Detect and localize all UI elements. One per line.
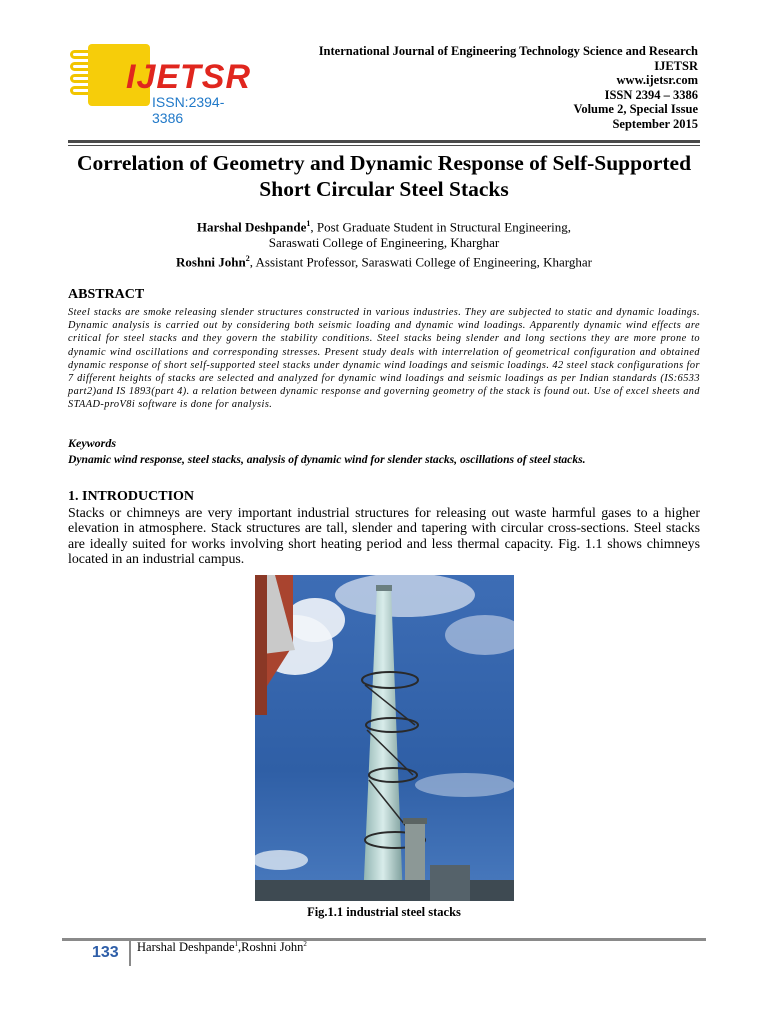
paper-title: Correlation of Geometry and Dynamic Response of Self-Supported Short Circular Steel Stacks: [76, 151, 692, 201]
author2-name: Roshni John: [176, 254, 246, 270]
introduction-heading: 1. INTRODUCTION: [68, 489, 195, 504]
steel-stack-photo: [255, 575, 514, 901]
author2-affiliation: , Assistant Professor, Saraswati College of Engineering, Kharghar: [249, 254, 592, 270]
journal-website: www.ijetsr.com: [616, 73, 698, 88]
abstract-heading: ABSTRACT: [68, 287, 145, 302]
journal-volume: Volume 2, Special Issue: [573, 102, 698, 117]
journal-logo: [70, 44, 252, 126]
footer-separator: [129, 940, 131, 966]
journal-abbrev: IJETSR: [654, 58, 698, 73]
header-divider: [68, 140, 700, 143]
author1-line: [68, 216, 700, 235]
keywords-heading: Keywords: [68, 436, 116, 450]
author1-name: Harshal Deshpande: [196, 219, 307, 235]
author1-college: Saraswati College of Engineering, Kharghar: [268, 235, 500, 251]
figure-caption: Fig.1.1 industrial steel stacks: [307, 905, 461, 919]
journal-header: [319, 44, 698, 132]
journal-issn: ISSN 2394 – 3386: [604, 87, 698, 102]
keywords-text: Dynamic wind response, steel stacks, analysis of dynamic wind for slender stacks, oscillations of steel stacks.: [68, 453, 586, 466]
author1-sup: 1: [306, 219, 311, 228]
abstract-text: Steel stacks are smoke releasing slender structures constructed in various industries. They are subjected to static and dynamic loadings. Dynamic analysis is carried out by considering both seismic loading and dynamic wind loadings. Apparently dynamic wind effects are critical for steel stacks and they govern the stability conditions. Steel stacks being slender and long sections they are more prone to dynamic wind oscillations and corresponding stresses. Present study deals with interrelation of geometrical configuration and obtained dynamic response of short self-supported steel stacks under dynamic wind loadings and seismic loadings. 42 steel stack configurations for 7 different heights of stacks are selected and analyzed for dynamic wind loadings and seismic loadings as per Indian standards (IS:6533 part2)and IS 1893(part 4). a relation between dynamic response and governing geometry of the stack is found out. Use of excel sheets and STAAD-proV8i software is done for analysis.: [68, 307, 700, 411]
footer-sup1: 1: [234, 940, 239, 948]
page-number: 133: [92, 944, 119, 961]
introduction-text: Stacks or chimneys are very important industrial structures for releasing out waste harmful gases to a higher elevation in atmosphere. Stack structures are tall, slender and tapering with circular cross-sections. Steel stacks are ideally suited for works involving short heating period and less thermal capacity. Fig. 1.1 shows chimneys located in an industrial campus.: [68, 506, 700, 568]
author2-line: [68, 251, 700, 270]
footer-sup2: 2: [303, 940, 307, 948]
header-divider-thin: [68, 145, 700, 146]
author2-sup: 2: [245, 254, 250, 264]
footer-authors: [137, 940, 307, 955]
steel-stack-image: [255, 575, 514, 901]
journal-date: September 2015: [612, 116, 698, 131]
footer-author2: Roshni John: [241, 940, 304, 955]
author-block: [68, 216, 700, 271]
logo-text: IJETSR: [126, 58, 252, 96]
footer-sep: ,: [238, 940, 242, 955]
author1-affiliation: , Post Graduate Student in Structural Engineering,: [310, 219, 572, 235]
journal-name: International Journal of Engineering Technology Science and Research: [318, 44, 698, 58]
footer-author1: Harshal Deshpande: [137, 940, 235, 955]
logo-issn: ISSN:2394-3386: [152, 94, 225, 126]
